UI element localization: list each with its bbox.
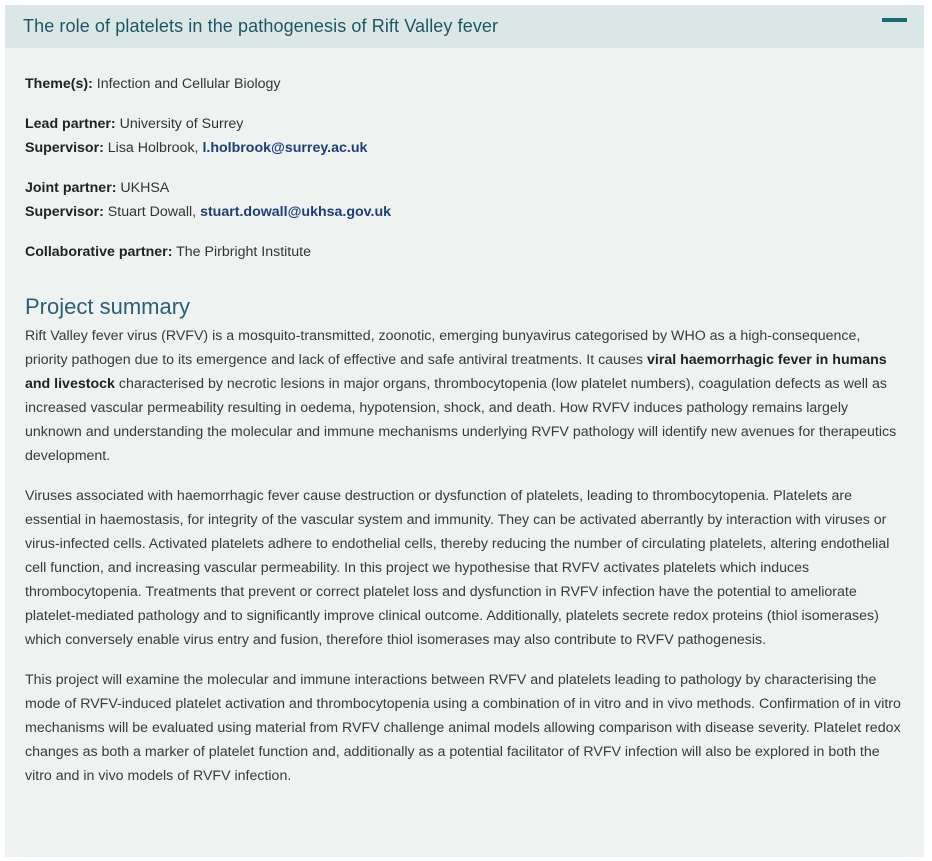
summary-p1-text-start: Rift Valley fever virus (RVFV) is a mosquito-transmitted, zoonotic, emerging bunyavirus categorised by WHO as a high-consequence, priority pathogen due to its emergence and lack of effective and safe antiviral treatments. It causes — [25, 328, 861, 368]
collaborative-partner-label: Collaborative partner: — [25, 244, 173, 260]
accordion-body — [5, 48, 924, 788]
themes-label: Theme(s): — [25, 76, 93, 92]
summary-paragraph-1 — [25, 324, 906, 468]
collaborative-partner-line — [25, 240, 906, 264]
lead-supervisor-label: Supervisor: — [25, 140, 104, 156]
joint-supervisor-line — [25, 200, 906, 224]
lead-supervisor-line — [25, 136, 906, 160]
project-title: The role of platelets in the pathogenesis of Rift Valley fever — [23, 16, 499, 36]
joint-supervisor-email-link[interactable]: stuart.dowall@ukhsa.gov.uk — [200, 204, 392, 220]
joint-partner-value: UKHSA — [120, 180, 170, 196]
summary-p1-text-end: characterised by necrotic lesions in major organs, thrombocytopenia (low platelet numbers), coagulation defects as well as increased vascular permeability resulting in oedema, hypotension, shock, and death. How RVFV induces pathology remains largely unknown and understanding the molecular and immune mechanisms underlying RVFV pathology will identify new avenues for therapeutics development. — [25, 376, 897, 464]
lead-supervisor-name: Lisa Holbrook, — [107, 140, 199, 156]
lead-partner-label: Lead partner: — [25, 116, 116, 132]
collaborative-partner-group — [25, 240, 906, 264]
themes-group — [25, 72, 906, 96]
themes-value: Infection and Cellular Biology — [96, 76, 281, 92]
collaborative-partner-value: The Pirbright Institute — [176, 244, 311, 260]
themes-line — [25, 72, 906, 96]
joint-partner-group — [25, 176, 906, 224]
summary-paragraph-2: Viruses associated with haemorrhagic fever cause destruction or dysfunction of platelets, leading to thrombocytopenia. Platelets are essential in haemostasis, for integrity of the vascular system and immunity. They can be activated aberrantly by interaction with viruses or virus-infected cells. Activated platelets adhere to endothelial cells, thereby reducing the number of circulating platelets, altering endothelial cell function, and increasing vascular permeability. In this project we hypothesise that RVFV activates platelets which induces thrombocytopenia. Treatments that prevent or correct platelet loss and dysfunction in RVFV infection have the potential to ameliorate platelet-mediated pathology and to significantly improve clinical outcome. Additionally, platelets secrete redox proteins (thiol isomerases) which conversely enable virus entry and fusion, therefore thiol isomerases may also contribute to RVFV pathogenesis. — [25, 488, 890, 648]
lead-partner-group — [25, 112, 906, 160]
lead-partner-value: University of Surrey — [119, 116, 244, 132]
project-summary-heading: Project summary — [25, 294, 191, 319]
lead-partner-line — [25, 112, 906, 136]
joint-supervisor-name: Stuart Dowall, — [107, 204, 197, 220]
project-accordion — [5, 5, 924, 857]
joint-partner-label: Joint partner: — [25, 180, 117, 196]
accordion-header[interactable] — [5, 5, 924, 48]
summary-paragraph-3: This project will examine the molecular and immune interactions between RVFV and platelets leading to pathology by characterising the mode of RVFV-induced platelet activation and thrombocytopenia using a combination of in vitro and in vivo methods. Confirmation of in vitro mechanisms will be evaluated using material from RVFV challenge animal models allowing comparison with disease severity. Platelet redox changes as both a marker of platelet function and, additionally as a potential facilitator of RVFV infection will also be explored in both the vitro and in vivo models of RVFV infection. — [25, 672, 901, 784]
joint-partner-line — [25, 176, 906, 200]
lead-supervisor-email-link[interactable]: l.holbrook@surrey.ac.uk — [202, 140, 368, 156]
joint-supervisor-label: Supervisor: — [25, 204, 104, 220]
summary-p1-bold-text: viral haemorrhagic fever in humans and livestock — [25, 352, 887, 392]
minus-icon[interactable] — [882, 18, 907, 22]
